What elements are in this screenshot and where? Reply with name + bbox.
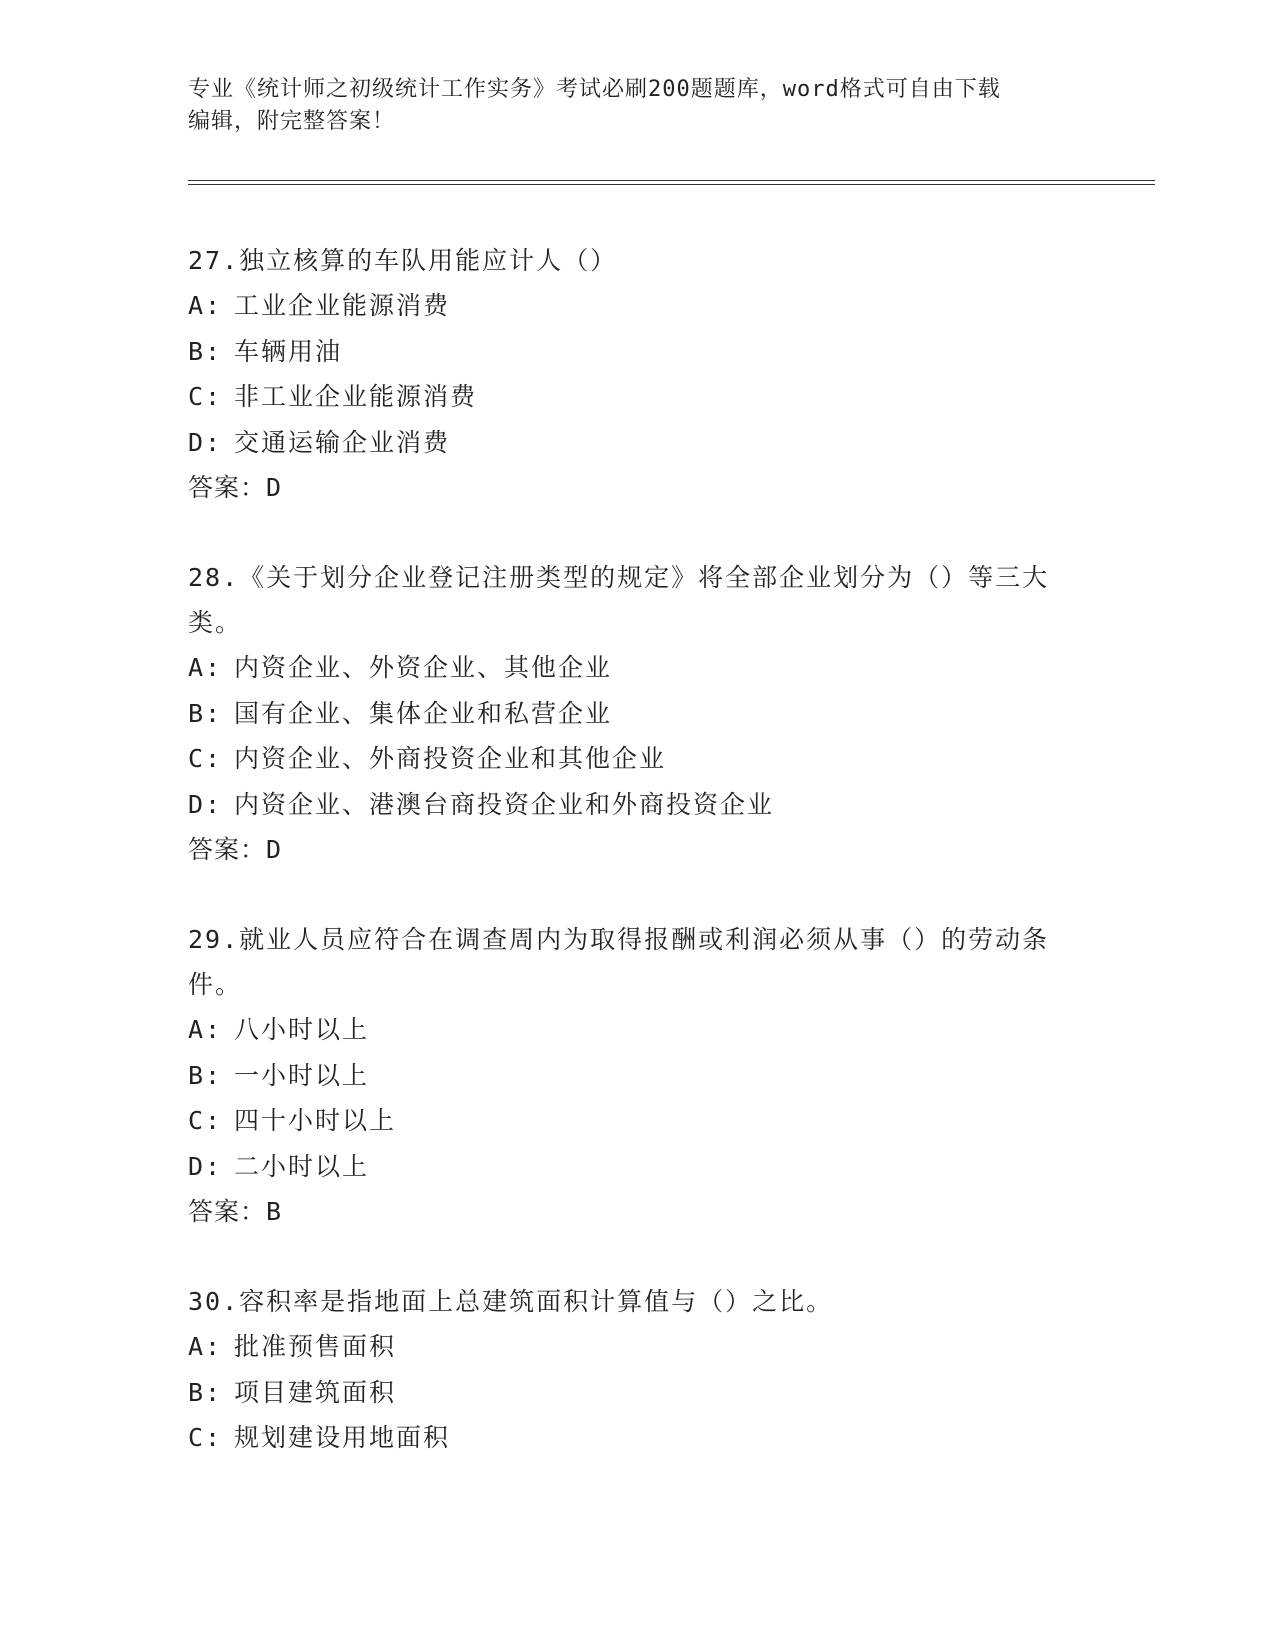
option-text: 工业企业能源消费: [234, 291, 451, 320]
header-line-2: 编辑，附完整答案！: [188, 109, 396, 134]
option-a: [188, 1007, 1088, 1053]
question-28: [188, 555, 1088, 872]
option-d: [188, 420, 1088, 466]
question-27: [188, 238, 1088, 510]
header-line-1: 专业《统计师之初级统计工作实务》考试必刷200题题库，word格式可自由下载: [188, 77, 1001, 102]
option-a: [188, 1324, 1088, 1370]
option-b: [188, 1370, 1088, 1416]
option-a: [188, 645, 1088, 691]
option-key: A:: [188, 653, 223, 682]
option-key: B:: [188, 698, 223, 728]
question-stem: 29.就业人员应符合在调查周内为取得报酬或利润必须从事（）的劳动条件。: [188, 925, 1050, 999]
option-key: C:: [188, 744, 223, 773]
option-key: C:: [188, 1423, 223, 1452]
option-b: [188, 1053, 1088, 1099]
option-b: [188, 329, 1088, 375]
option-text: 内资企业、外商投资企业和其他企业: [234, 744, 667, 773]
option-key: B:: [188, 1060, 223, 1090]
question-stem: 30.容积率是指地面上总建筑面积计算值与（）之比。: [188, 1287, 834, 1316]
option-c: [188, 374, 1088, 420]
option-text: 车辆用油: [234, 336, 343, 366]
option-key: D:: [188, 789, 223, 819]
question-stem: 28.《关于划分企业登记注册类型的规定》将全部企业划分为（）等三大类。: [188, 563, 1050, 637]
option-text: 项目建筑面积: [234, 1377, 397, 1407]
option-key: C:: [188, 382, 223, 411]
document-header: [188, 74, 1068, 138]
option-b: [188, 691, 1088, 737]
option-text: 交通运输企业消费: [234, 427, 451, 457]
option-text: 非工业企业能源消费: [234, 382, 478, 411]
option-text: 内资企业、外资企业、其他企业: [234, 653, 613, 682]
option-c: [188, 1415, 1088, 1461]
answer-line: 答案：B: [188, 1197, 283, 1226]
answer-line: 答案：D: [188, 473, 283, 502]
option-text: 二小时以上: [234, 1151, 370, 1181]
option-key: A:: [188, 1015, 223, 1044]
question-30: [188, 1279, 1088, 1461]
option-text: 一小时以上: [234, 1060, 370, 1090]
option-d: [188, 782, 1088, 828]
question-stem: 27.独立核算的车队用能应计人（）: [188, 246, 618, 275]
option-text: 内资企业、港澳台商投资企业和外商投资企业: [234, 789, 775, 819]
option-text: 四十小时以上: [234, 1106, 397, 1135]
answer-line: 答案：D: [188, 835, 283, 864]
option-key: A:: [188, 1332, 223, 1361]
option-text: 国有企业、集体企业和私营企业: [234, 698, 613, 728]
option-a: [188, 283, 1088, 329]
option-c: [188, 736, 1088, 782]
option-c: [188, 1098, 1088, 1144]
option-text: 规划建设用地面积: [234, 1423, 451, 1452]
option-key: D:: [188, 427, 223, 457]
question-list: [188, 238, 1088, 1506]
option-text: 八小时以上: [234, 1015, 370, 1044]
option-key: B:: [188, 336, 223, 366]
option-key: A:: [188, 291, 223, 320]
question-29: [188, 917, 1088, 1234]
option-key: B:: [188, 1377, 223, 1407]
option-key: D:: [188, 1151, 223, 1181]
option-key: C:: [188, 1106, 223, 1135]
option-d: [188, 1144, 1088, 1190]
option-text: 批准预售面积: [234, 1332, 397, 1361]
header-divider: [188, 180, 1155, 185]
